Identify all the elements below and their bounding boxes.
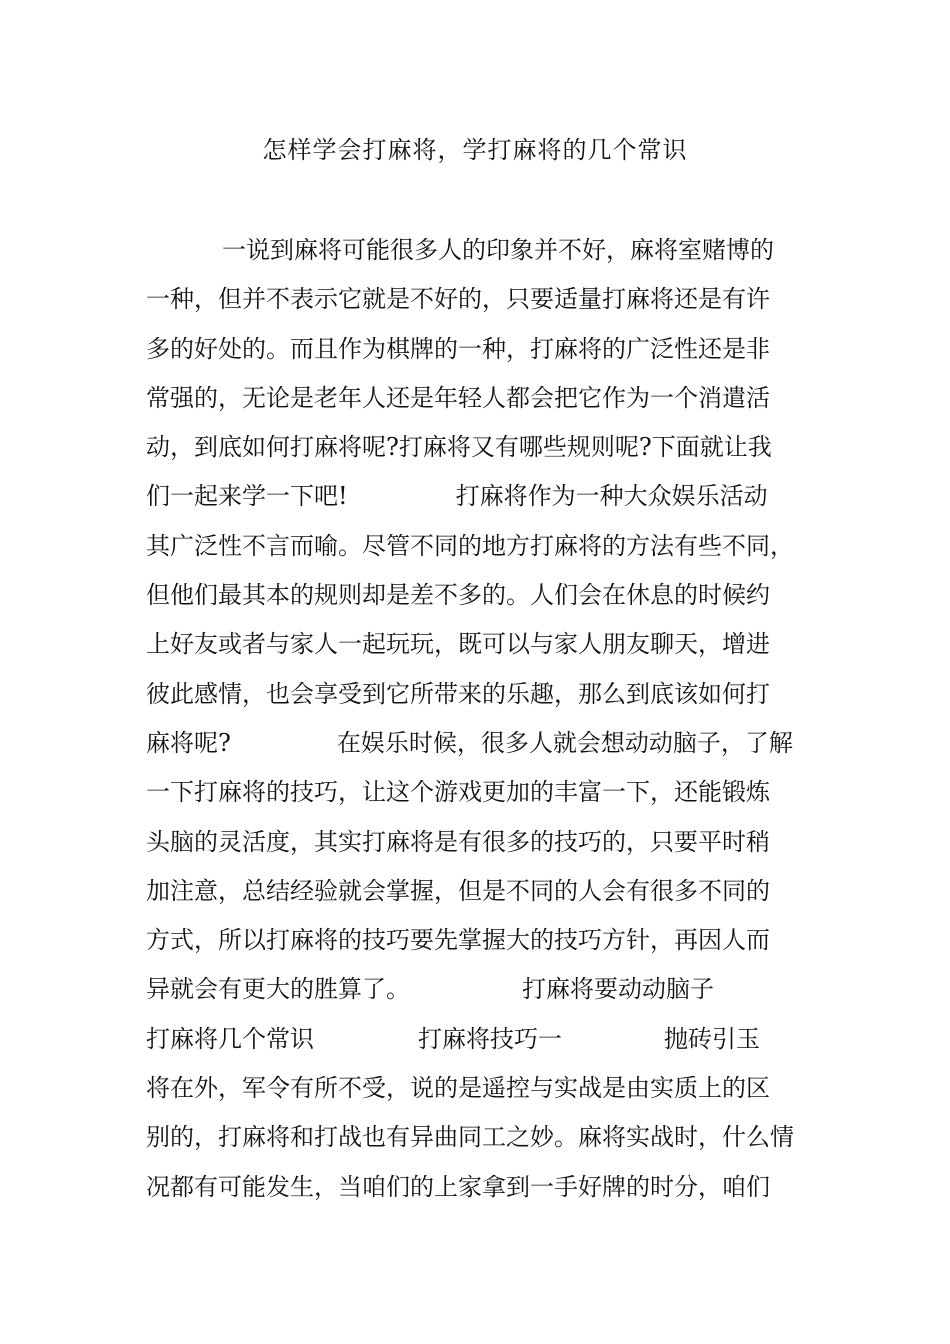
body-text-segment: 异就会有更大的胜算了。 (146, 975, 410, 1004)
body-text-segment: 在娱乐时候，很多人就会想动动脑子，了解 (336, 728, 793, 757)
body-line-14: 加注意，总结经验就会掌握，但是不同的人会有很多不同的 (146, 876, 770, 905)
body-line-19: 别的，打麻将和打战也有异曲同工之妙。麻将实战时，什么情 (146, 1123, 794, 1152)
body-line-15: 方式，所以打麻将的技巧要先掌握大的技巧方针，再因人而 (146, 926, 770, 955)
section-heading: 打麻将要动动脑子 (522, 975, 714, 1004)
body-line-16 (146, 969, 826, 1018)
section-heading: 打麻将几个常识 (146, 1024, 314, 1053)
body-line-8: 但他们最其本的规则却是差不多的。人们会在休息的时候约 (146, 581, 770, 610)
body-line-18: 将在外，军令有所不受，说的是遥控与实战是由实质上的区 (146, 1074, 770, 1103)
body-line-6 (146, 476, 826, 525)
body-text-segment: 打麻将作为一种大众娱乐活动 (455, 482, 768, 511)
body-line-2: 一种，但并不表示它就是不好的，只要适量打麻将还是有许 (146, 285, 770, 314)
body-line-20: 况都有可能发生，当咱们的上家拿到一手好牌的时分，咱们 (146, 1172, 770, 1201)
body-line-7: 其广泛性不言而喻。尽管不同的地方打麻将的方法有些不同， (146, 531, 794, 560)
body-line-3: 多的好处的。而且作为棋牌的一种，打麻将的广泛性还是非 (146, 334, 770, 363)
section-heading: 打麻将技巧一 (418, 1024, 562, 1053)
section-heading: 抛砖引玉 (664, 1024, 760, 1053)
body-text-segment: 们一起来学一下吧! (146, 482, 348, 511)
body-text-segment: 麻将呢? (146, 728, 231, 757)
document-title: 怎样学会打麻将，学打麻将的几个常识 (262, 136, 688, 164)
body-line-9: 上好友或者与家人一起玩玩，既可以与家人朋友聊天，增进 (146, 630, 770, 659)
body-line-12: 一下打麻将的技巧，让这个游戏更加的丰富一下，还能锻炼 (146, 778, 770, 807)
body-line-10: 彼此感情，也会享受到它所带来的乐趣，那么到底该如何打 (146, 679, 770, 708)
document-body (146, 230, 826, 1216)
body-line-5: 动，到底如何打麻将呢?打麻将又有哪些规则呢?下面就让我 (146, 433, 772, 462)
body-line-17 (146, 1019, 826, 1068)
body-line-4: 常强的，无论是老年人还是年轻人都会把它作为一个消遣活 (146, 383, 770, 412)
body-line-13: 头脑的灵活度，其实打麻将是有很多的技巧的，只要平时稍 (146, 827, 770, 856)
body-line-1: 一说到麻将可能很多人的印象并不好，麻将室赌博的 (222, 236, 774, 264)
body-line-11 (146, 723, 826, 772)
